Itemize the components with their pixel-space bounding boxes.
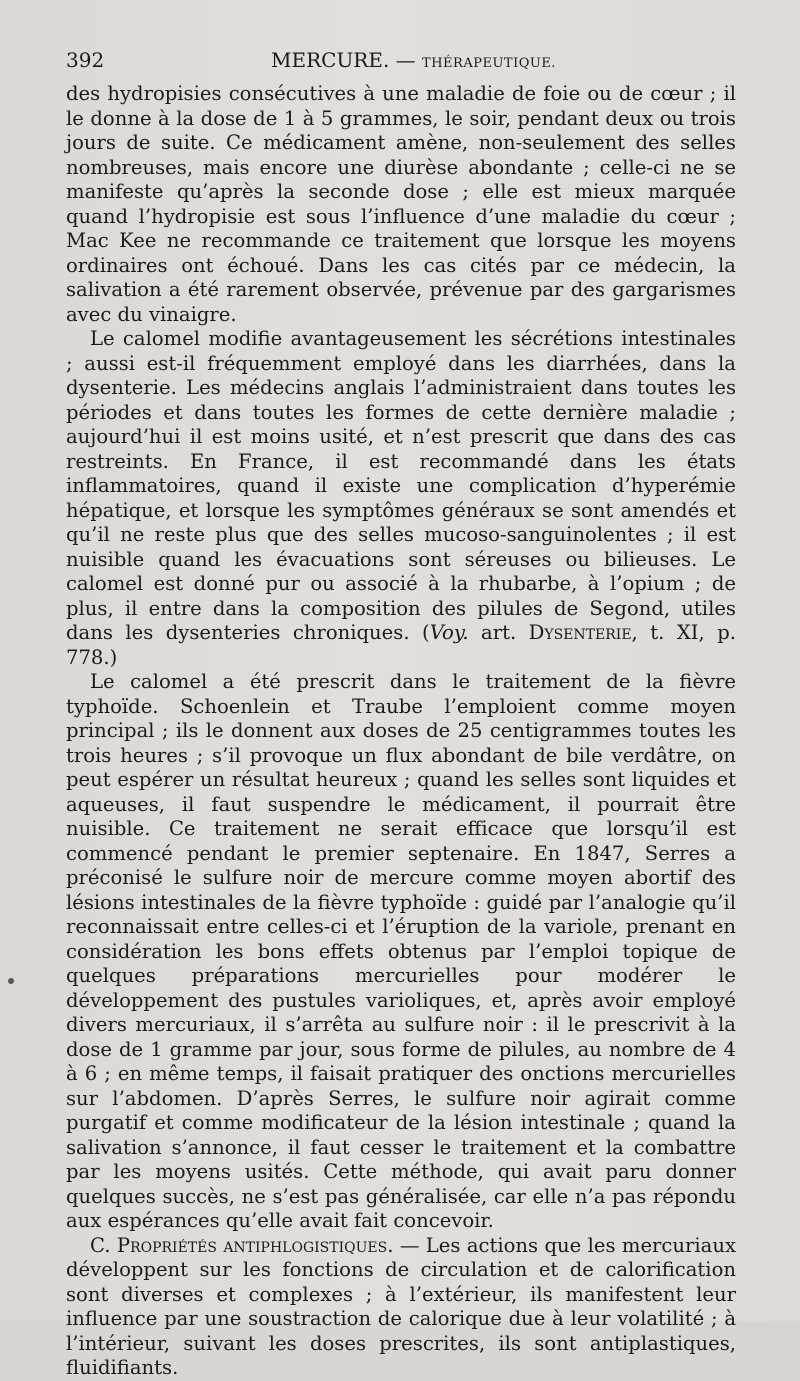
running-head-subtitle: THÉRAPEUTIQUE. [422,56,556,71]
paragraph-4 [66,1234,736,1381]
reference-location: , t. XI, p. 778.) [66,621,736,669]
section-label: C. Propriétés antiphlogistiques. [90,1233,394,1257]
reference-voy: Voy. [429,621,469,644]
margin-dot [8,978,14,984]
running-head-separator: — [395,48,416,72]
paragraph-3: Le calomel a été prescrit dans le traitement de la fièvre typhoïde. Schoenlein et Traube l’emploient comme moyen principal ; ils le donnent aux doses de 25 centigrammes toutes les trois heures ; s’il provoque un flux abondant de bile verdâtre, on peut espérer un résultat heureux ; quand les selles sont liquides et aqueuses, il faut suspendre le médicament, il pourrait être nuisible. Ce traitement ne serait efficace que lorsqu’il est commencé pendant le premier septenaire. En 1847, Serres a préconisé le sulfure noir de mercure comme moyen abortif des lésions intestinales de la fièvre typhoïde : guidé par l’analogie qu’il reconnaissait entre celles-ci et l’éruption de la variole, prenant en considération les bons effets obtenus par l’emploi topique de quelques préparations mercurielles pour modérer le développement des pustules varioliques, et, après avoir employé divers mercuriaux, il s’arrêta au sulfure noir : il le prescrivit à la dose de 1 gramme par jour, sous forme de pilules, au nombre de 4 à 6 ; en même temps, il faisait pratiquer des onctions mercurielles sur l’abdomen. D’après Serres, le sulfure noir agirait comme purgatif et comme modificateur de la lésion intestinale ; quand la salivation s’annonce, il faut cesser le traitement et la combattre par les moyens usités. Cette méthode, qui avait paru donner quelques succès, ne s’est pas généralisée, car elle n’a pas répondu aux espérances qu’elle avait fait concevoir. [66,670,736,1232]
page-number: 392 [66,48,105,72]
paragraph-4-body: Les actions que les mercuriaux développent sur les fonctions de circulation et de calorification sont diverses et complexes ; à l’extérieur, ils manifestent leur influence par une soustraction de calorique due à leur volatilité ; à l’intérieur, suivant les doses prescrites, ils sont antiplastiques, fluidifiants. [66,1233,736,1379]
paragraph-2-body: Le calomel modifie avantageusement les sécrétions intestinales ; aussi est-il fréquemment employé dans les diarrhées, dans la dysenterie. Les médecins anglais l’administraient dans toutes les périodes et dans toutes les formes de cette dernière maladie ; aujourd’hui il est moins usité, et n’est prescrit que dans des cas restreints. En France, il est recommandé dans les états inflammatoires, quand il existe une complication d’hyperémie hépatique, et lorsque les symptômes généraux se sont amendés et qu’il ne reste plus que des selles mucoso-sanguinolentes ; il est nuisible quand les évacuations sont séreuses ou bilieuses. Le calomel est donné pur ou associé à la rhubarbe, à l’opium ; de plus, il entre dans la composition des pilules de Segond, utiles dans les dysenteries chroniques. [66,327,736,644]
reference-art: art. [481,621,517,644]
paragraph-2 [66,327,736,670]
reference-topic: Dysenterie [528,621,632,644]
body-text [66,82,736,1381]
cross-reference: (Voy. art. Dysenterie, t. XI, p. 778.) [66,621,736,669]
running-head-title: MERCURE. [271,48,390,72]
page-header [66,48,736,74]
section-dash: — [399,1233,420,1257]
paragraph-1: des hydropisies consécutives à une maladie de foie ou de cœur ; il le donne à la dose de 1 à 5 grammes, le soir, pendant deux ou trois jours de suite. Ce médicament amène, non-seulement des selles nombreuses, mais encore une diurèse abondante ; celle-ci ne se manifeste qu’après la seconde dose ; elle est mieux marquée quand l’hydropisie est sous l’influence d’une maladie du cœur ; Mac Kee ne recommande ce traitement que lorsque les moyens ordinaires ont échoué. Dans les cas cités par ce médecin, la salivation a été rarement observée, prévenue par des gargarismes avec du vinaigre. [66,82,736,326]
running-head [271,48,556,72]
